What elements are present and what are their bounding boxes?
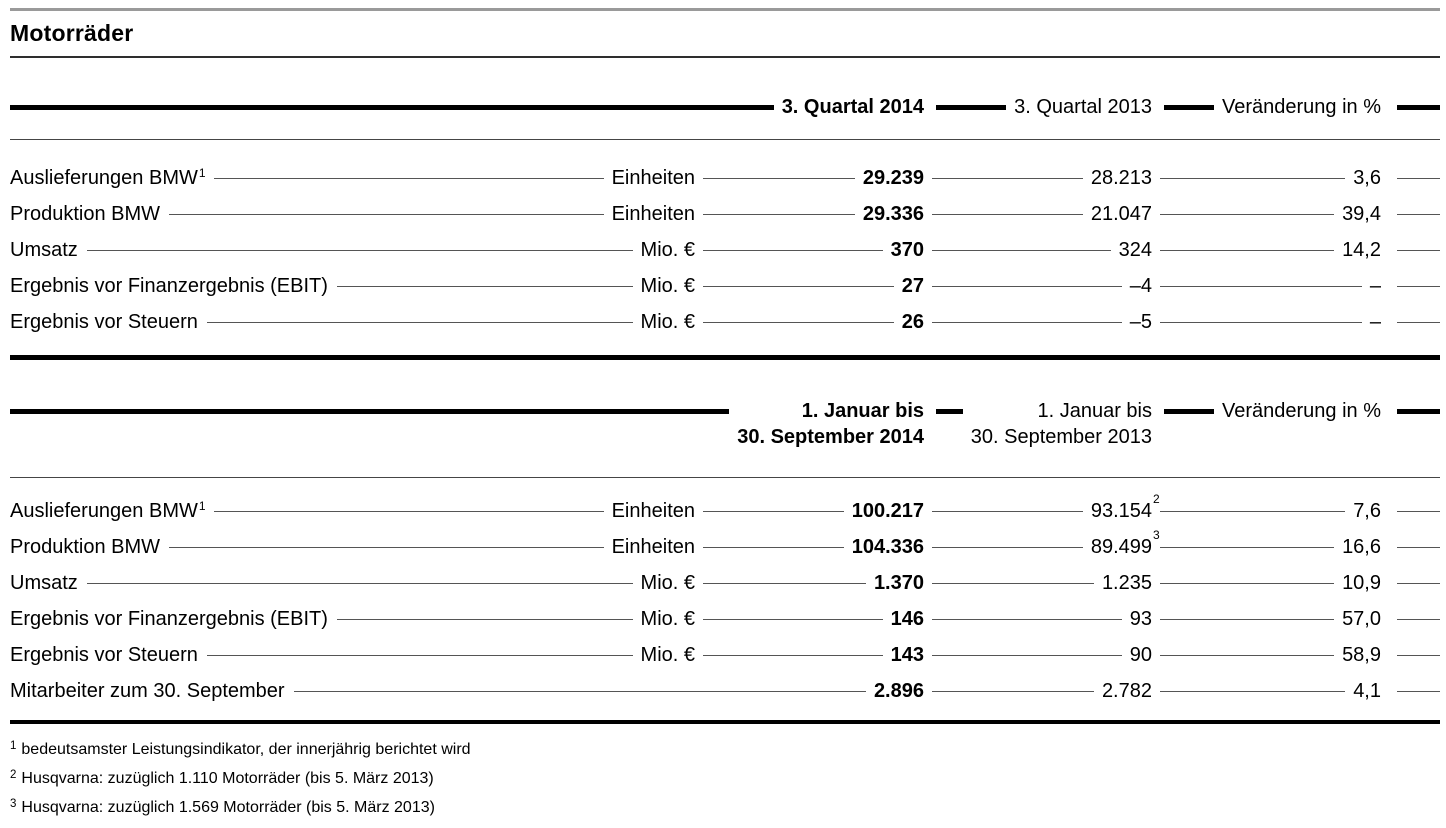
value-cell-current — [695, 608, 924, 631]
value-previous — [1130, 608, 1152, 631]
value-change: – — [1369, 310, 1381, 333]
row-label-cell — [10, 644, 641, 667]
leader-line — [337, 286, 633, 287]
header-rule-segment — [1164, 409, 1214, 414]
header-rule-segment — [1164, 105, 1214, 110]
row-trail — [1381, 583, 1440, 584]
value-cell-change — [1152, 203, 1381, 226]
value-current: 29.336 — [862, 202, 924, 225]
row-label-text: Produktion BMW — [10, 202, 161, 225]
table-row — [10, 493, 1440, 529]
value-previous — [1102, 572, 1152, 595]
leader-line — [1397, 286, 1440, 287]
value-cell-previous — [924, 608, 1152, 631]
row-label-text: Ergebnis vor Steuern — [10, 643, 198, 666]
row-label-text: Auslieferungen BMW — [10, 166, 198, 189]
row-trail — [1381, 511, 1440, 512]
leader-line — [703, 322, 894, 323]
leader-line — [1397, 547, 1440, 548]
leader-line — [932, 619, 1122, 620]
leader-line — [703, 250, 883, 251]
leader-line — [703, 214, 855, 215]
ytd-table-header — [10, 398, 1440, 450]
value-current: 1.370 — [873, 571, 924, 594]
leader-line — [1160, 286, 1362, 287]
value-change: 7,6 — [1353, 499, 1381, 522]
row-label-cell — [10, 608, 641, 631]
unit-label: Einheiten — [611, 535, 695, 558]
unit-label: Mio. € — [640, 310, 695, 333]
value-current: 146 — [890, 607, 924, 630]
value-cell-current — [695, 644, 924, 667]
leader-line — [932, 547, 1083, 548]
value-cell-change — [1152, 500, 1381, 523]
value-previous-text: 1.235 — [1101, 571, 1152, 594]
leader-line — [1160, 583, 1334, 584]
value-change: 16,6 — [1342, 535, 1381, 558]
row-label — [10, 608, 329, 631]
unit-label: Mio. € — [640, 571, 695, 594]
row-label-text: Umsatz — [10, 238, 78, 261]
row-trail — [1381, 214, 1440, 215]
value-cell-current — [695, 680, 924, 703]
unit-label: Einheiten — [611, 166, 695, 189]
row-trail — [1381, 691, 1440, 692]
leader-line — [932, 691, 1094, 692]
value-change: – — [1369, 274, 1381, 297]
row-label — [10, 500, 206, 523]
leader-line — [932, 250, 1111, 251]
leader-line — [1397, 250, 1440, 251]
leader-line — [87, 583, 633, 584]
value-change: 14,2 — [1342, 238, 1381, 261]
header-rule-segment — [10, 409, 729, 414]
footnote — [10, 736, 1440, 765]
leader-line — [1397, 691, 1440, 692]
header-rule-segment — [1397, 105, 1440, 110]
leader-line — [207, 655, 633, 656]
value-cell-change — [1152, 239, 1381, 262]
row-trail — [1381, 322, 1440, 323]
quarter-table-header — [10, 94, 1440, 120]
header-cell-previous — [924, 96, 1152, 119]
row-label-cell — [10, 167, 612, 190]
value-previous-text: 89.499 — [1090, 535, 1152, 558]
value-cell-current — [695, 311, 924, 334]
value-cell-previous — [924, 527, 1160, 559]
row-label — [10, 203, 161, 226]
footnote-marker: 3 — [10, 798, 17, 810]
value-cell-previous — [924, 680, 1152, 703]
leader-line — [1160, 511, 1345, 512]
value-previous — [1130, 644, 1152, 667]
footnote — [10, 794, 1440, 823]
leader-line — [932, 322, 1122, 323]
leader-line — [703, 286, 894, 287]
leader-line — [337, 619, 633, 620]
row-label — [10, 167, 206, 190]
header-underline — [10, 477, 1440, 478]
value-previous-text: 28.213 — [1090, 166, 1152, 189]
leader-line — [1397, 178, 1440, 179]
row-label-cell — [10, 275, 641, 298]
value-cell-current — [695, 536, 924, 559]
value-cell-previous — [924, 167, 1152, 190]
row-label-text: Ergebnis vor Finanzergebnis (EBIT) — [10, 274, 328, 297]
leader-line — [294, 691, 695, 692]
leader-line — [932, 511, 1083, 512]
value-previous-text: –4 — [1129, 274, 1152, 297]
unit-label: Mio. € — [640, 643, 695, 666]
header-underline — [10, 139, 1440, 140]
value-change: 3,6 — [1353, 166, 1381, 189]
value-previous-text: 21.047 — [1090, 202, 1152, 225]
value-current: 26 — [901, 310, 924, 333]
title-divider — [10, 56, 1440, 58]
header-cell-previous — [924, 398, 1152, 450]
page-title: Motorräder — [10, 20, 134, 46]
value-current: 29.239 — [862, 166, 924, 189]
leader-line — [1160, 250, 1334, 251]
header-cell-current — [10, 398, 924, 450]
value-cell-change — [1152, 608, 1381, 631]
table-row — [10, 601, 1440, 637]
column-header-current — [737, 398, 924, 450]
row-label — [10, 239, 79, 262]
top-divider — [10, 8, 1440, 11]
table-row — [10, 196, 1440, 232]
value-change: 57,0 — [1342, 607, 1381, 630]
leader-line — [932, 214, 1083, 215]
leader-line — [1160, 547, 1334, 548]
leader-line — [207, 322, 633, 323]
leader-line — [1397, 511, 1440, 512]
row-label-cell — [10, 572, 641, 595]
unit-label: Einheiten — [611, 499, 695, 522]
row-trail — [1381, 286, 1440, 287]
value-previous — [1130, 275, 1152, 298]
leader-line — [1397, 619, 1440, 620]
section-divider — [10, 355, 1440, 360]
row-trail — [1381, 178, 1440, 179]
footnote-text: Husqvarna: zuzüglich 1.569 Motorräder (bis 5. März 2013) — [21, 799, 435, 816]
value-cell-previous — [924, 311, 1152, 334]
footnote-text: Husqvarna: zuzüglich 1.110 Motorräder (bis 5. März 2013) — [21, 770, 434, 787]
leader-line — [932, 583, 1094, 584]
quarter-table-rows — [10, 160, 1440, 340]
row-label-text: Umsatz — [10, 571, 78, 594]
column-header-line1: Veränderung in % — [1221, 400, 1381, 422]
leader-line — [932, 655, 1122, 656]
row-label — [10, 275, 329, 298]
value-cell-previous — [924, 572, 1152, 595]
value-previous-text: 93 — [1129, 607, 1152, 630]
value-current: 2.896 — [873, 679, 924, 702]
value-current: 100.217 — [851, 499, 924, 522]
value-cell-current — [695, 203, 924, 226]
table-row — [10, 232, 1440, 268]
unit-label: Mio. € — [640, 274, 695, 297]
leader-line — [695, 691, 866, 692]
unit-label: Mio. € — [640, 238, 695, 261]
leader-line — [703, 547, 844, 548]
row-label — [10, 644, 199, 667]
value-cell-current — [695, 239, 924, 262]
value-cell-change — [1152, 167, 1381, 190]
column-header-change — [1222, 398, 1381, 424]
leader-line — [1160, 691, 1345, 692]
header-cell-current — [10, 96, 924, 119]
leader-line — [703, 511, 844, 512]
table-row — [10, 268, 1440, 304]
value-previous-text: 90 — [1129, 643, 1152, 666]
row-label-text: Produktion BMW — [10, 535, 161, 558]
leader-line — [1160, 214, 1334, 215]
row-label-cell — [10, 311, 641, 334]
row-label — [10, 680, 286, 703]
row-label-cell — [10, 203, 612, 226]
table-row — [10, 529, 1440, 565]
leader-line — [703, 655, 883, 656]
ytd-table-rows — [10, 493, 1440, 709]
row-label-text: Mitarbeiter zum 30. September — [10, 679, 285, 702]
leader-line — [1397, 655, 1440, 656]
value-cell-previous — [924, 239, 1152, 262]
value-current: 143 — [890, 643, 924, 666]
row-label-cell — [10, 680, 695, 703]
header-trail — [1381, 398, 1440, 414]
value-previous — [1091, 203, 1152, 226]
value-cell-current — [695, 167, 924, 190]
leader-line — [214, 178, 604, 179]
value-previous — [1091, 167, 1152, 190]
column-header-current: 3. Quartal 2014 — [781, 95, 924, 118]
value-previous — [1130, 311, 1152, 334]
leader-line — [169, 214, 604, 215]
value-previous-text: 93.154 — [1090, 499, 1152, 522]
header-rule-segment — [936, 409, 963, 414]
row-label-text: Ergebnis vor Steuern — [10, 310, 198, 333]
footnote-ref: 1 — [198, 165, 206, 180]
footnote — [10, 765, 1440, 794]
value-change: 4,1 — [1353, 679, 1381, 702]
value-cell-change — [1152, 680, 1381, 703]
table-row — [10, 565, 1440, 601]
header-cell-change — [1152, 398, 1381, 424]
column-header-line1: 1. Januar bis — [1037, 400, 1152, 422]
footnote-marker: 2 — [10, 769, 17, 781]
row-label-text: Auslieferungen BMW — [10, 499, 198, 522]
leader-line — [703, 178, 855, 179]
value-cell-change — [1152, 572, 1381, 595]
column-header-line1: 1. Januar bis — [801, 400, 924, 422]
value-change: 39,4 — [1342, 202, 1381, 225]
value-cell-change — [1152, 311, 1381, 334]
value-current: 370 — [890, 238, 924, 261]
value-cell-previous — [924, 644, 1152, 667]
column-header-line2: 30. September 2014 — [737, 426, 924, 448]
header-trail — [1381, 105, 1440, 110]
column-header-previous — [971, 398, 1152, 450]
unit-label: Einheiten — [611, 202, 695, 225]
value-previous-text: 2.782 — [1101, 679, 1152, 702]
unit-label: Mio. € — [640, 607, 695, 630]
leader-line — [932, 286, 1122, 287]
value-cell-change — [1152, 644, 1381, 667]
row-trail — [1381, 547, 1440, 548]
table-row — [10, 160, 1440, 196]
leader-line — [1397, 322, 1440, 323]
table-row — [10, 673, 1440, 709]
footnotes — [10, 736, 1440, 823]
value-cell-current — [695, 275, 924, 298]
row-label-text: Ergebnis vor Finanzergebnis (EBIT) — [10, 607, 328, 630]
footnote-text: bedeutsamster Leistungsindikator, der innerjährig berichtet wird — [21, 741, 471, 758]
footnote-ref: 3 — [1153, 527, 1160, 542]
value-cell-current — [695, 500, 924, 523]
row-trail — [1381, 619, 1440, 620]
row-label — [10, 536, 161, 559]
value-change: 58,9 — [1342, 643, 1381, 666]
leader-line — [1397, 583, 1440, 584]
row-trail — [1381, 250, 1440, 251]
column-header-previous: 3. Quartal 2013 — [1014, 95, 1152, 118]
value-current: 27 — [901, 274, 924, 297]
value-previous — [1090, 491, 1160, 523]
value-previous — [1102, 680, 1152, 703]
leader-line — [1397, 214, 1440, 215]
footnote-ref: 1 — [198, 498, 206, 513]
value-previous-text: 324 — [1118, 238, 1152, 261]
row-label — [10, 572, 79, 595]
row-label-cell — [10, 239, 641, 262]
table-row — [10, 304, 1440, 340]
table-row — [10, 637, 1440, 673]
leader-line — [1160, 655, 1334, 656]
row-label — [10, 311, 199, 334]
value-previous-text: –5 — [1129, 310, 1152, 333]
footnote-marker: 1 — [10, 740, 17, 752]
row-label-cell — [10, 536, 612, 559]
value-cell-previous — [924, 203, 1152, 226]
column-header-change: Veränderung in % — [1221, 95, 1381, 118]
header-rule-segment — [1397, 409, 1440, 414]
footnote-ref: 2 — [1153, 491, 1160, 506]
value-cell-previous — [924, 491, 1160, 523]
leader-line — [703, 583, 866, 584]
header-cell-change — [1152, 96, 1381, 119]
leader-line — [932, 178, 1083, 179]
row-trail — [1381, 655, 1440, 656]
header-rule-segment — [936, 105, 1006, 110]
leader-line — [703, 619, 883, 620]
leader-line — [87, 250, 633, 251]
column-header-line2: 30. September 2013 — [970, 426, 1152, 448]
footnote-divider — [10, 720, 1440, 724]
leader-line — [1160, 178, 1345, 179]
leader-line — [214, 511, 604, 512]
header-rule-segment — [10, 105, 774, 110]
value-change: 10,9 — [1342, 571, 1381, 594]
row-label-cell — [10, 500, 612, 523]
leader-line — [1160, 322, 1362, 323]
value-cell-previous — [924, 275, 1152, 298]
value-cell-current — [695, 572, 924, 595]
value-previous — [1119, 239, 1152, 262]
value-current: 104.336 — [851, 535, 924, 558]
leader-line — [169, 547, 604, 548]
value-cell-change — [1152, 275, 1381, 298]
report-page — [0, 8, 1446, 823]
value-previous — [1090, 527, 1160, 559]
value-cell-change — [1152, 536, 1381, 559]
leader-line — [1160, 619, 1334, 620]
